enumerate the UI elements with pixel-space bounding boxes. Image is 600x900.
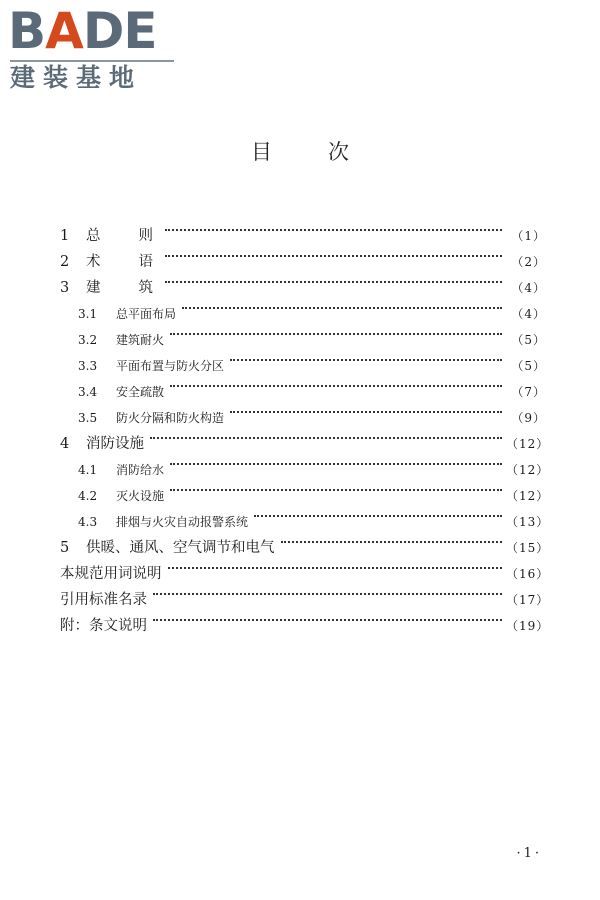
toc-entry-title: 消防给水 [116,463,165,477]
toc-entry-number: 3.2 [78,333,98,347]
toc-dot-leader [168,552,503,578]
toc-entry-page: （9） [511,411,546,425]
toc-entry-number: 3.5 [78,411,98,425]
toc-entry-title: 附：条文说明 [60,618,147,634]
toc-entry-page: （5） [511,359,546,373]
toc-dot-leader [165,266,502,292]
toc-entry-page: （2） [511,255,546,269]
toc-entry-page: （12） [506,437,550,451]
toc-dot-leader [165,214,502,240]
toc-entry-page: （7） [511,385,546,399]
toc-dot-leader [153,578,502,604]
toc-dot-leader [170,370,502,396]
toc-dot-leader [165,240,502,266]
toc-entry-title: 术语 [86,254,191,270]
toc-dot-leader [254,500,502,526]
toc-entry[interactable] [60,214,546,244]
toc-entry-title: 排烟与火灾自动报警系统 [116,515,249,529]
toc-entry-title: 建筑 [86,280,191,296]
toc-entry-title: 引用标准名录 [60,592,147,608]
toc-entry-title: 总则 [86,228,191,244]
toc-entry-title: 灭火设施 [116,489,165,503]
toc-dot-leader [170,474,502,500]
toc-entry-number: 4.2 [78,489,98,503]
toc-entry-page: （4） [511,281,546,295]
toc-entry-page: （4） [511,307,546,321]
toc-entry-page: （19） [506,619,550,633]
toc-entry-title: 安全疏散 [116,385,165,399]
toc-entry-title: 平面布置与防火分区 [116,359,225,373]
bade-logo [8,4,178,92]
logo-subtitle: 建装基地 [10,63,143,92]
toc-entry-page: （12） [506,489,550,503]
logo-divider [10,60,174,62]
toc-entry-page: （15） [506,541,550,555]
toc-entry-number: 4 [60,436,70,452]
toc-dot-leader [230,396,502,422]
table-of-contents [60,214,550,634]
toc-entry-number: 2 [60,254,70,270]
toc-entry-number: 4.1 [78,463,98,477]
toc-dot-leader [150,422,502,448]
toc-dot-leader [182,292,502,318]
toc-entry-number: 4.3 [78,515,98,529]
toc-dot-leader [170,318,502,344]
toc-entry-title: 供暖、通风、空气调节和电气 [86,540,275,556]
page-number: ·1· [516,846,542,861]
toc-entry-page: （12） [506,463,550,477]
toc-entry-number: 3.3 [78,359,98,373]
toc-entry-page: （13） [506,515,550,529]
toc-entry-page: （1） [511,229,546,243]
toc-entry-number: 3.1 [78,307,98,321]
toc-entry-title: 本规范用词说明 [60,566,162,582]
toc-dot-leader [281,526,503,552]
toc-heading: 目次 [251,140,405,164]
toc-dot-leader [170,448,502,474]
toc-entry-title: 总平面布局 [116,307,177,321]
toc-entry-title: 防火分隔和防火构造 [116,411,225,425]
toc-entry-page: （17） [506,593,550,607]
toc-entry-title: 消防设施 [86,436,144,452]
toc-entry-number: 3.4 [78,385,98,399]
logo-wordmark: BADE [8,2,157,60]
toc-entry-number: 3 [60,280,70,296]
toc-dot-leader [230,344,502,370]
toc-entry-number: 5 [60,540,70,556]
toc-entry-page: （5） [511,333,546,347]
toc-entry-page: （16） [506,567,550,581]
toc-entry-number: 1 [60,228,70,244]
toc-dot-leader [153,604,502,630]
toc-entry-title: 建筑耐火 [116,333,165,347]
